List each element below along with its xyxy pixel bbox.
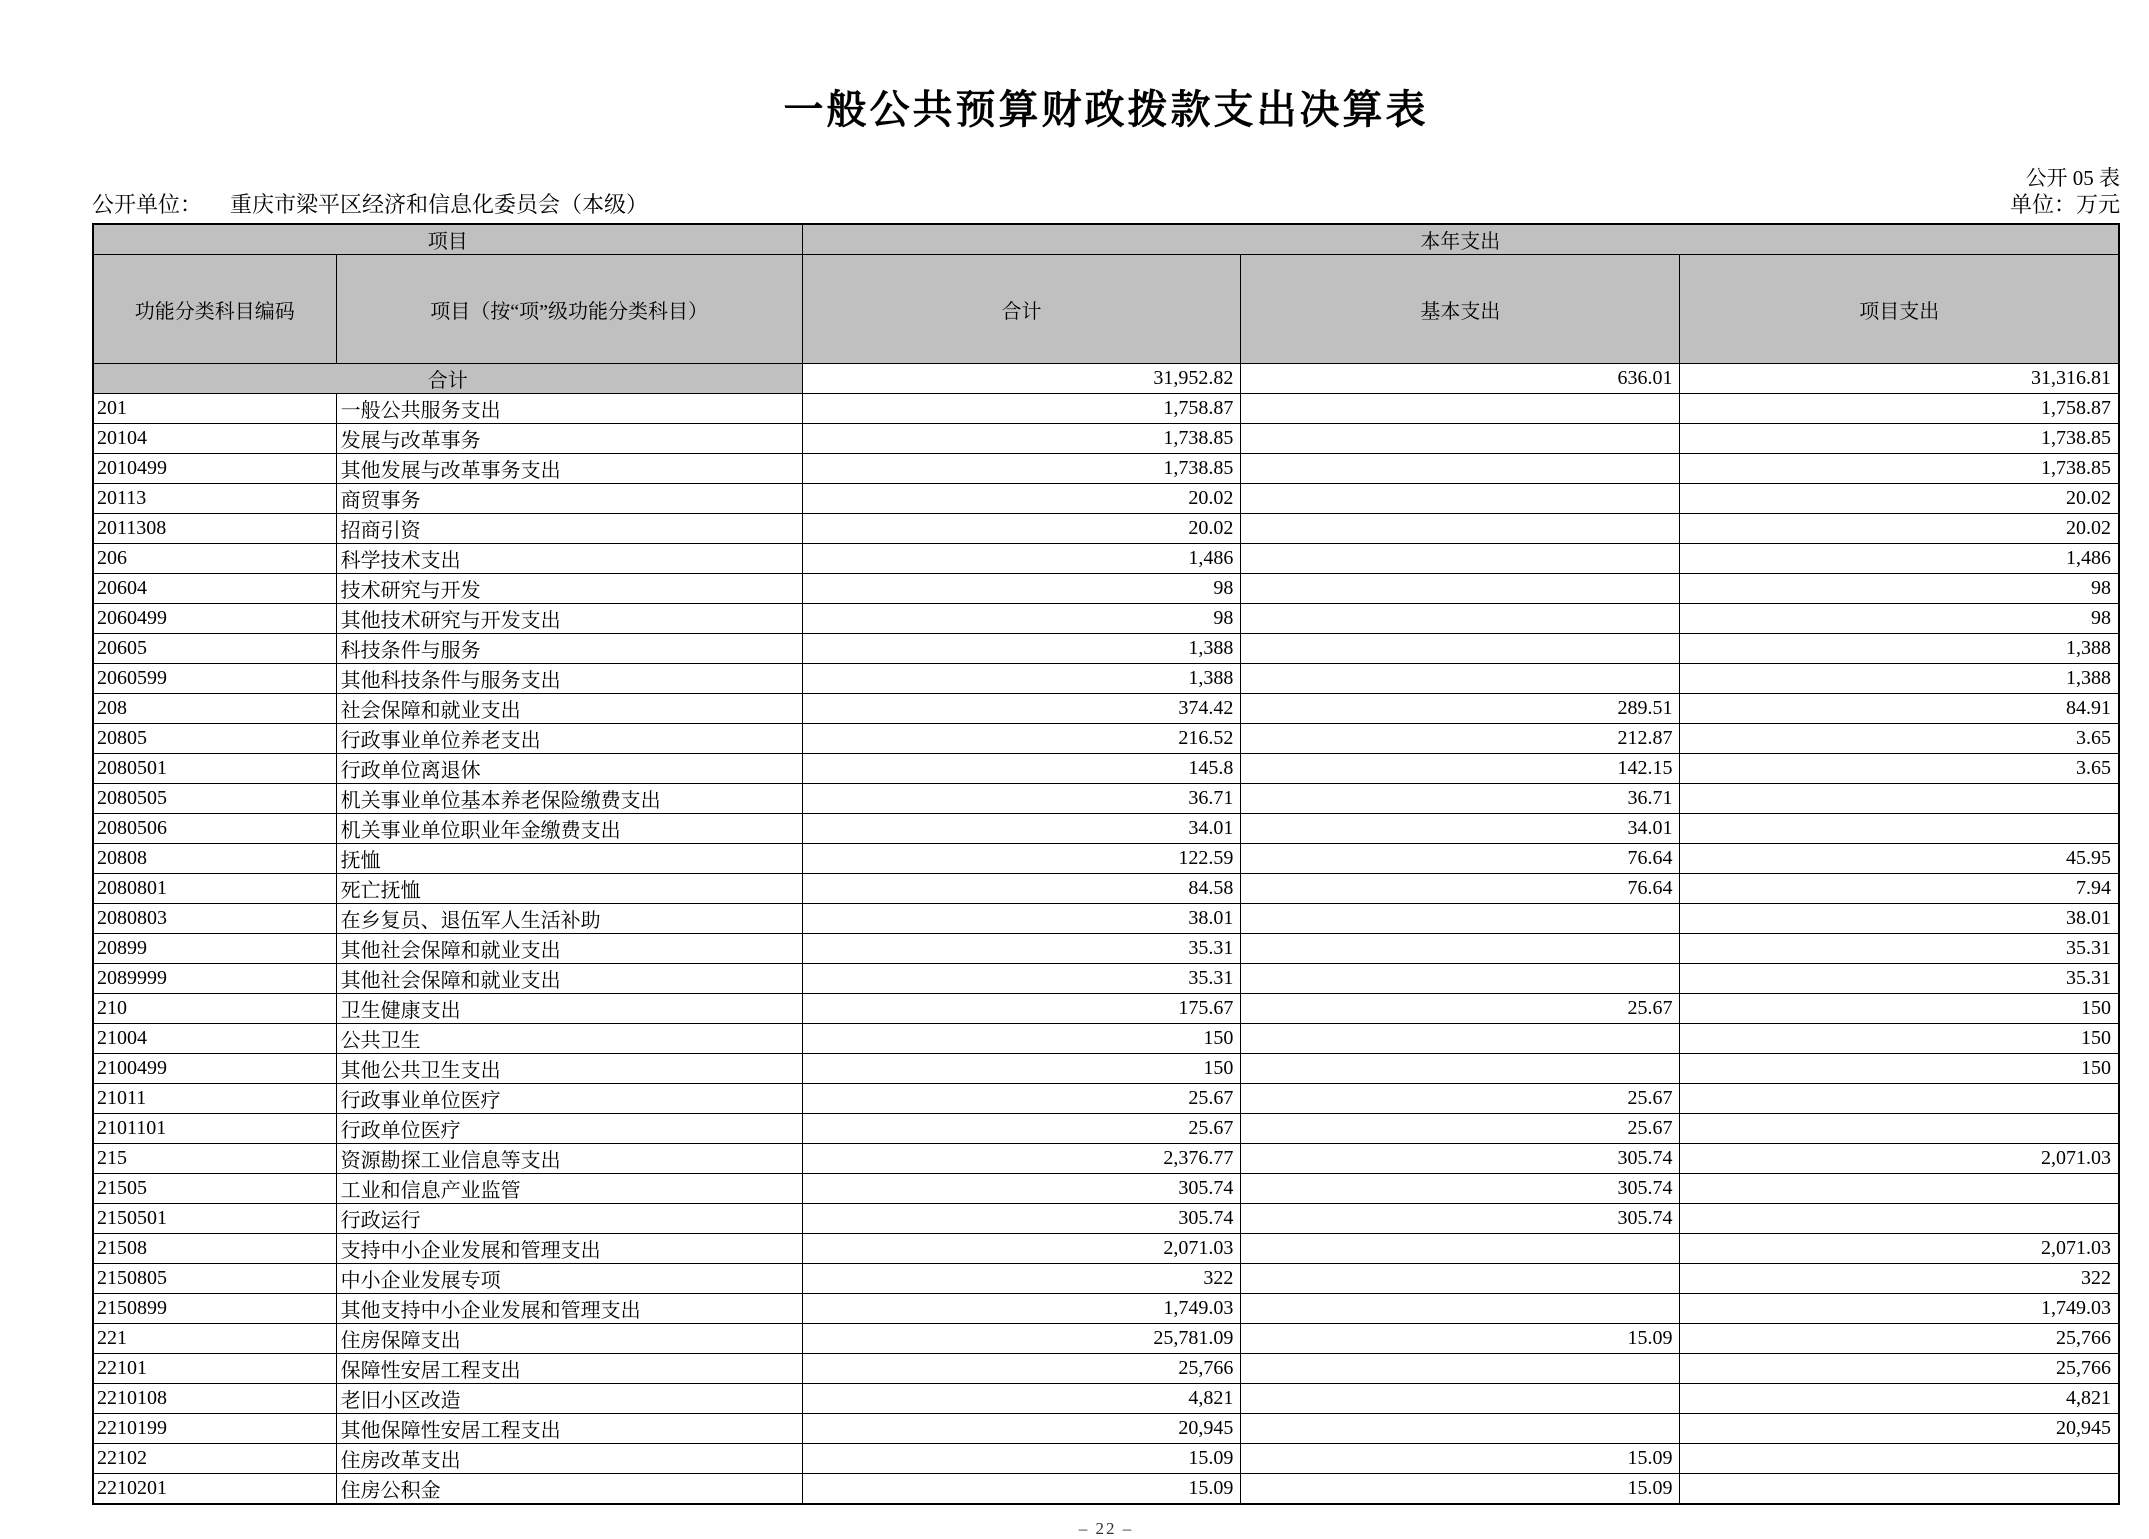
- row-basic-expense: 76.64: [1241, 844, 1680, 874]
- row-total: 374.42: [802, 694, 1241, 724]
- row-total: 20,945: [802, 1414, 1241, 1444]
- row-code: 215: [93, 1144, 336, 1174]
- row-item-name: 社会保障和就业支出: [336, 694, 802, 724]
- row-total: 25,766: [802, 1354, 1241, 1384]
- row-project-expense: 25,766: [1680, 1324, 2119, 1354]
- page-number: – 22 –: [1078, 1519, 1134, 1538]
- table-row: [93, 904, 2119, 934]
- table-row: [93, 394, 2119, 424]
- row-total: 145.8: [802, 754, 1241, 784]
- report-sheet: [92, 0, 2120, 1539]
- row-code: 201: [93, 394, 336, 424]
- row-item-name: 公共卫生: [336, 1024, 802, 1054]
- row-basic-expense: [1241, 1354, 1680, 1384]
- row-project-expense: [1680, 814, 2119, 844]
- row-code: 22102: [93, 1444, 336, 1474]
- row-code: 2100499: [93, 1054, 336, 1084]
- row-item-name: 中小企业发展专项: [336, 1264, 802, 1294]
- table-row: [93, 934, 2119, 964]
- row-project-expense: [1680, 1174, 2119, 1204]
- row-item-name: 其他技术研究与开发支出: [336, 604, 802, 634]
- row-basic-expense: 15.09: [1241, 1474, 1680, 1505]
- row-basic-expense: [1241, 484, 1680, 514]
- row-project-expense: [1680, 1114, 2119, 1144]
- row-project-expense: [1680, 1474, 2119, 1505]
- table-row: [93, 424, 2119, 454]
- row-code: 20805: [93, 724, 336, 754]
- row-code: 2101101: [93, 1114, 336, 1144]
- row-code: 2060499: [93, 604, 336, 634]
- row-total: 1,758.87: [802, 394, 1241, 424]
- row-item-name: 住房改革支出: [336, 1444, 802, 1474]
- row-project-expense: 35.31: [1680, 934, 2119, 964]
- row-project-expense: 150: [1680, 1054, 2119, 1084]
- row-total: 84.58: [802, 874, 1241, 904]
- table-row: [93, 544, 2119, 574]
- row-item-name: 在乡复员、退伍军人生活补助: [336, 904, 802, 934]
- table-row: [93, 1234, 2119, 1264]
- row-project-expense: 150: [1680, 1024, 2119, 1054]
- row-project-expense: 20.02: [1680, 514, 2119, 544]
- row-total: 175.67: [802, 994, 1241, 1024]
- row-basic-expense: [1241, 664, 1680, 694]
- table-row: [93, 1054, 2119, 1084]
- table-row: [93, 844, 2119, 874]
- row-basic-expense: [1241, 394, 1680, 424]
- table-row: [93, 1174, 2119, 1204]
- row-project-expense: 35.31: [1680, 964, 2119, 994]
- row-code: 2080803: [93, 904, 336, 934]
- row-item-name: 资源勘探工业信息等支出: [336, 1144, 802, 1174]
- row-item-name: 发展与改革事务: [336, 424, 802, 454]
- row-basic-expense: 15.09: [1241, 1444, 1680, 1474]
- row-basic-expense: 25.67: [1241, 994, 1680, 1024]
- header-group-current-year-expense: 本年支出: [802, 224, 2119, 255]
- header-group-project: 项目: [93, 224, 802, 255]
- header-col-item-name: 项目（按“项”级功能分类科目）: [336, 255, 802, 364]
- table-row: [93, 814, 2119, 844]
- row-item-name: 其他科技条件与服务支出: [336, 664, 802, 694]
- header-col-function-code: 功能分类科目编码: [93, 255, 336, 364]
- row-code: 20808: [93, 844, 336, 874]
- row-item-name: 行政事业单位养老支出: [336, 724, 802, 754]
- table-row: [93, 574, 2119, 604]
- row-basic-expense: 305.74: [1241, 1204, 1680, 1234]
- row-basic-expense: [1241, 1264, 1680, 1294]
- header-col-basic-expense: 基本支出: [1241, 255, 1680, 364]
- row-total: 34.01: [802, 814, 1241, 844]
- expense-table: [92, 223, 2120, 1505]
- row-item-name: 其他社会保障和就业支出: [336, 934, 802, 964]
- table-body: [93, 394, 2119, 1505]
- row-basic-expense: [1241, 1294, 1680, 1324]
- table-row: [93, 604, 2119, 634]
- row-basic-expense: [1241, 1024, 1680, 1054]
- row-total: 25.67: [802, 1084, 1241, 1114]
- table-row: [93, 1204, 2119, 1234]
- row-item-name: 商贸事务: [336, 484, 802, 514]
- row-code: 208: [93, 694, 336, 724]
- row-item-name: 住房公积金: [336, 1474, 802, 1505]
- row-total: 216.52: [802, 724, 1241, 754]
- row-item-name: 一般公共服务支出: [336, 394, 802, 424]
- row-code: 206: [93, 544, 336, 574]
- row-code: 21508: [93, 1234, 336, 1264]
- row-total: 98: [802, 604, 1241, 634]
- row-item-name: 行政单位离退休: [336, 754, 802, 784]
- table-row: [93, 964, 2119, 994]
- row-project-expense: 1,749.03: [1680, 1294, 2119, 1324]
- table-row: [93, 784, 2119, 814]
- table-row: [93, 1444, 2119, 1474]
- row-item-name: 科技条件与服务: [336, 634, 802, 664]
- row-item-name: 保障性安居工程支出: [336, 1354, 802, 1384]
- row-total: 98: [802, 574, 1241, 604]
- row-total: 1,749.03: [802, 1294, 1241, 1324]
- row-item-name: 行政事业单位医疗: [336, 1084, 802, 1114]
- row-project-expense: 1,388: [1680, 664, 2119, 694]
- row-total: 35.31: [802, 934, 1241, 964]
- row-project-expense: 20.02: [1680, 484, 2119, 514]
- row-basic-expense: [1241, 544, 1680, 574]
- row-item-name: 卫生健康支出: [336, 994, 802, 1024]
- row-project-expense: 25,766: [1680, 1354, 2119, 1384]
- row-code: 20899: [93, 934, 336, 964]
- row-item-name: 其他支持中小企业发展和管理支出: [336, 1294, 802, 1324]
- row-project-expense: 1,758.87: [1680, 394, 2119, 424]
- row-code: 2080505: [93, 784, 336, 814]
- row-code: 21011: [93, 1084, 336, 1114]
- row-basic-expense: [1241, 424, 1680, 454]
- grand-total-amount: 31,952.82: [802, 364, 1241, 394]
- row-total: 1,738.85: [802, 454, 1241, 484]
- table-row: [93, 1354, 2119, 1384]
- row-item-name: 招商引资: [336, 514, 802, 544]
- row-item-name: 技术研究与开发: [336, 574, 802, 604]
- row-code: 20605: [93, 634, 336, 664]
- row-item-name: 其他保障性安居工程支出: [336, 1414, 802, 1444]
- row-code: 21004: [93, 1024, 336, 1054]
- row-basic-expense: 142.15: [1241, 754, 1680, 784]
- header-columns-row: [93, 255, 2119, 364]
- row-total: 150: [802, 1024, 1241, 1054]
- table-row: [93, 1294, 2119, 1324]
- table-row: [93, 634, 2119, 664]
- row-item-name: 机关事业单位基本养老保险缴费支出: [336, 784, 802, 814]
- row-project-expense: 2,071.03: [1680, 1144, 2119, 1174]
- row-code: 2060599: [93, 664, 336, 694]
- row-code: 2011308: [93, 514, 336, 544]
- row-item-name: 支持中小企业发展和管理支出: [336, 1234, 802, 1264]
- row-code: 221: [93, 1324, 336, 1354]
- row-total: 15.09: [802, 1444, 1241, 1474]
- row-project-expense: 1,388: [1680, 634, 2119, 664]
- grand-total-basic: 636.01: [1241, 364, 1680, 394]
- row-code: 2010499: [93, 454, 336, 484]
- row-item-name: 其他发展与改革事务支出: [336, 454, 802, 484]
- row-item-name: 行政单位医疗: [336, 1114, 802, 1144]
- row-item-name: 其他公共卫生支出: [336, 1054, 802, 1084]
- row-code: 2210199: [93, 1414, 336, 1444]
- row-project-expense: 20,945: [1680, 1414, 2119, 1444]
- row-item-name: 科学技术支出: [336, 544, 802, 574]
- row-basic-expense: 25.67: [1241, 1084, 1680, 1114]
- row-code: 2080501: [93, 754, 336, 784]
- row-total: 15.09: [802, 1474, 1241, 1505]
- row-code: 2150805: [93, 1264, 336, 1294]
- row-item-name: 机关事业单位职业年金缴费支出: [336, 814, 802, 844]
- row-total: 4,821: [802, 1384, 1241, 1414]
- row-basic-expense: [1241, 1054, 1680, 1084]
- row-project-expense: 98: [1680, 574, 2119, 604]
- grand-total-project: 31,316.81: [1680, 364, 2119, 394]
- row-code: 21505: [93, 1174, 336, 1204]
- row-code: 210: [93, 994, 336, 1024]
- row-code: 2080801: [93, 874, 336, 904]
- row-item-name: 抚恤: [336, 844, 802, 874]
- row-total: 305.74: [802, 1174, 1241, 1204]
- row-total: 20.02: [802, 514, 1241, 544]
- row-basic-expense: [1241, 934, 1680, 964]
- row-item-name: 工业和信息产业监管: [336, 1174, 802, 1204]
- row-total: 1,388: [802, 664, 1241, 694]
- row-basic-expense: 15.09: [1241, 1324, 1680, 1354]
- row-code: 2210201: [93, 1474, 336, 1505]
- row-basic-expense: [1241, 1384, 1680, 1414]
- row-total: 1,486: [802, 544, 1241, 574]
- row-total: 322: [802, 1264, 1241, 1294]
- row-basic-expense: [1241, 964, 1680, 994]
- row-basic-expense: [1241, 604, 1680, 634]
- row-project-expense: 1,486: [1680, 544, 2119, 574]
- row-total: 1,388: [802, 634, 1241, 664]
- table-code-label: 公开 05 表: [2025, 166, 2120, 190]
- meta-line: [92, 191, 2120, 219]
- row-total: 305.74: [802, 1204, 1241, 1234]
- row-project-expense: [1680, 1444, 2119, 1474]
- row-project-expense: 2,071.03: [1680, 1234, 2119, 1264]
- row-code: 2150501: [93, 1204, 336, 1234]
- row-code: 2089999: [93, 964, 336, 994]
- table-row: [93, 754, 2119, 784]
- row-code: 2210108: [93, 1384, 336, 1414]
- row-project-expense: 84.91: [1680, 694, 2119, 724]
- row-project-expense: 3.65: [1680, 754, 2119, 784]
- table-row: [93, 874, 2119, 904]
- row-project-expense: 45.95: [1680, 844, 2119, 874]
- table-row: [93, 664, 2119, 694]
- row-project-expense: 7.94: [1680, 874, 2119, 904]
- table-row: [93, 454, 2119, 484]
- table-row: [93, 1474, 2119, 1505]
- table-row: [93, 1144, 2119, 1174]
- row-project-expense: 38.01: [1680, 904, 2119, 934]
- row-project-expense: 150: [1680, 994, 2119, 1024]
- table-row: [93, 994, 2119, 1024]
- row-basic-expense: 36.71: [1241, 784, 1680, 814]
- row-total: 20.02: [802, 484, 1241, 514]
- row-total: 2,376.77: [802, 1144, 1241, 1174]
- row-basic-expense: [1241, 574, 1680, 604]
- row-basic-expense: [1241, 514, 1680, 544]
- table-row: [93, 1084, 2119, 1114]
- row-code: 20113: [93, 484, 336, 514]
- row-basic-expense: [1241, 634, 1680, 664]
- row-code: 20104: [93, 424, 336, 454]
- table-row: [93, 484, 2119, 514]
- row-project-expense: 3.65: [1680, 724, 2119, 754]
- page-title: 一般公共预算财政拨款支出决算表: [783, 87, 1429, 132]
- table-row: [93, 1114, 2119, 1144]
- row-basic-expense: [1241, 1414, 1680, 1444]
- row-project-expense: [1680, 784, 2119, 814]
- header-col-total: 合计: [802, 255, 1241, 364]
- table-row: [93, 694, 2119, 724]
- row-basic-expense: [1241, 1234, 1680, 1264]
- row-code: 2150899: [93, 1294, 336, 1324]
- row-total: 2,071.03: [802, 1234, 1241, 1264]
- publish-unit-name: 重庆市梁平区经济和信息化委员会（本级）: [230, 192, 649, 217]
- table-row: [93, 724, 2119, 754]
- header-group-row: [93, 224, 2119, 255]
- row-code: 2080506: [93, 814, 336, 844]
- row-total: 25,781.09: [802, 1324, 1241, 1354]
- row-basic-expense: 289.51: [1241, 694, 1680, 724]
- row-project-expense: 322: [1680, 1264, 2119, 1294]
- row-project-expense: 98: [1680, 604, 2119, 634]
- row-project-expense: [1680, 1204, 2119, 1234]
- row-basic-expense: 76.64: [1241, 874, 1680, 904]
- grand-total-row: [93, 364, 2119, 394]
- table-row: [93, 1324, 2119, 1354]
- table-row: [93, 1414, 2119, 1444]
- row-basic-expense: 305.74: [1241, 1174, 1680, 1204]
- row-code: 22101: [93, 1354, 336, 1384]
- header-col-project-expense: 项目支出: [1680, 255, 2119, 364]
- row-total: 150: [802, 1054, 1241, 1084]
- row-total: 1,738.85: [802, 424, 1241, 454]
- row-basic-expense: 25.67: [1241, 1114, 1680, 1144]
- row-project-expense: 1,738.85: [1680, 424, 2119, 454]
- row-item-name: 其他社会保障和就业支出: [336, 964, 802, 994]
- money-unit-label: 单位：万元: [2009, 192, 2120, 217]
- row-basic-expense: 34.01: [1241, 814, 1680, 844]
- table-row: [93, 1384, 2119, 1414]
- row-item-name: 死亡抚恤: [336, 874, 802, 904]
- row-basic-expense: [1241, 904, 1680, 934]
- row-project-expense: 4,821: [1680, 1384, 2119, 1414]
- row-total: 25.67: [802, 1114, 1241, 1144]
- row-basic-expense: 212.87: [1241, 724, 1680, 754]
- row-total: 38.01: [802, 904, 1241, 934]
- row-project-expense: 1,738.85: [1680, 454, 2119, 484]
- row-basic-expense: 305.74: [1241, 1144, 1680, 1174]
- table-row: [93, 514, 2119, 544]
- row-basic-expense: [1241, 454, 1680, 484]
- row-item-name: 老旧小区改造: [336, 1384, 802, 1414]
- table-row: [93, 1264, 2119, 1294]
- row-project-expense: [1680, 1084, 2119, 1114]
- publish-unit: [92, 191, 648, 219]
- row-total: 35.31: [802, 964, 1241, 994]
- row-total: 36.71: [802, 784, 1241, 814]
- grand-total-label: 合计: [93, 364, 802, 394]
- row-total: 122.59: [802, 844, 1241, 874]
- table-row: [93, 1024, 2119, 1054]
- row-item-name: 住房保障支出: [336, 1324, 802, 1354]
- row-item-name: 行政运行: [336, 1204, 802, 1234]
- publish-unit-label: 公开单位：: [92, 192, 203, 217]
- row-code: 20604: [93, 574, 336, 604]
